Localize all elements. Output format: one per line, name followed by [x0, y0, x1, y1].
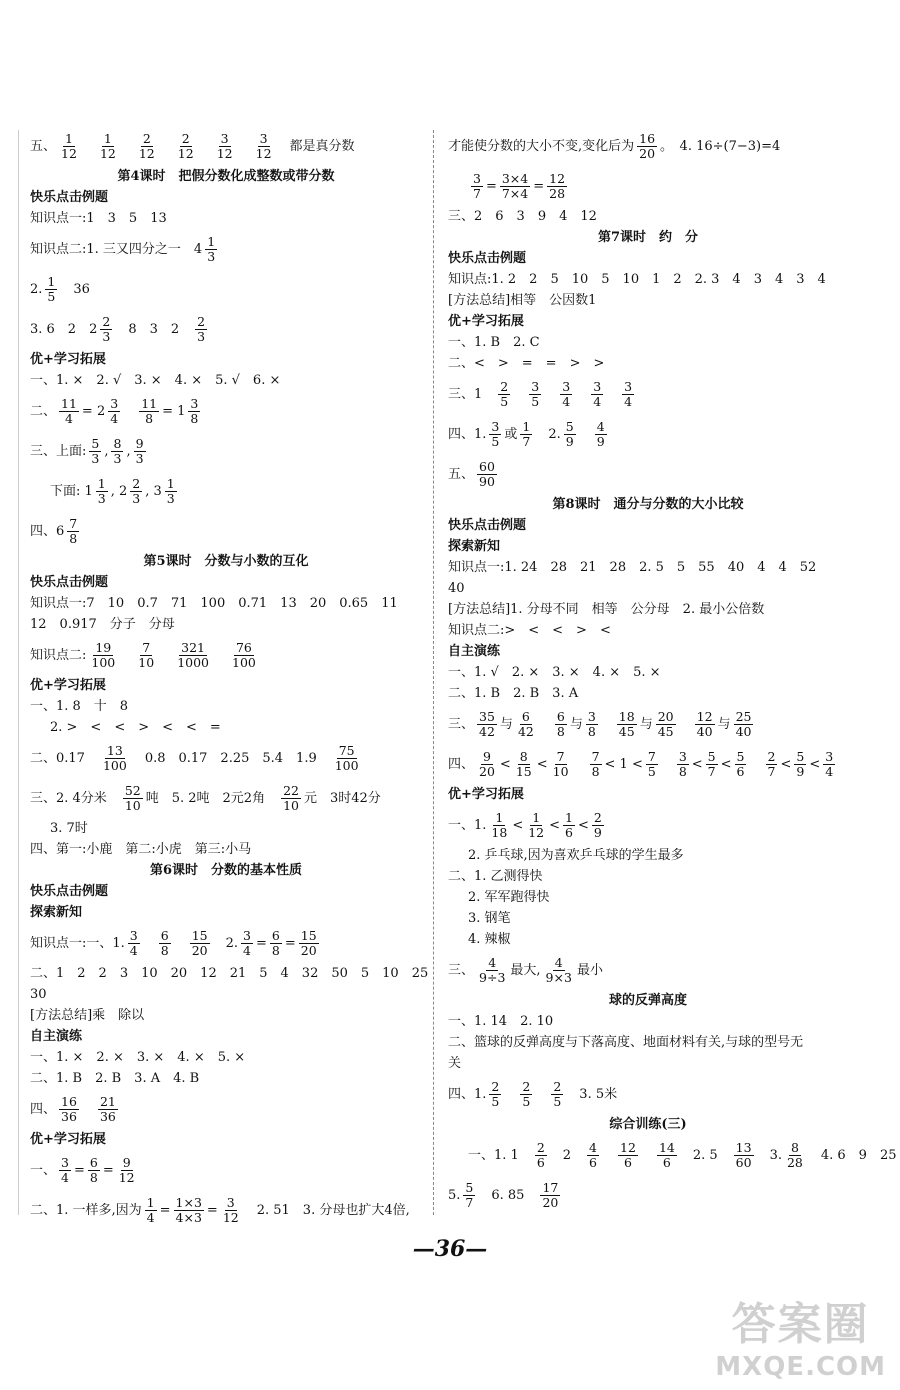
fraction: $\frac{321}{1000}$: [177, 639, 209, 670]
fraction: $\frac{13}{60}$: [735, 1139, 752, 1170]
fraction: $\frac{6}{8}$: [89, 1154, 98, 1185]
left-line: 第5课时 分数与小数的互化: [143, 554, 309, 569]
fraction: $\frac{14}{6}$: [658, 1139, 675, 1170]
fraction: $\frac{3}{4}$: [825, 748, 834, 779]
left-line: 优+学习拓展: [30, 678, 106, 693]
fraction: $\frac{1}{12}$: [61, 130, 77, 161]
right-line: 4. 辣椒: [468, 932, 511, 947]
right-line: 一、1. B 2. C: [448, 335, 540, 350]
fraction: $\frac{3}{4}$: [61, 1154, 69, 1185]
left-line: 3. 7时: [50, 821, 88, 836]
right-line: 优+学习拓展: [448, 314, 524, 329]
fraction: $\frac{3}{4}$: [110, 395, 119, 426]
fraction: $\frac{3\times 4}{7\times 4}$: [501, 170, 529, 201]
fraction: $\frac{3}{4}$: [624, 378, 633, 409]
fraction: $\frac{5}{3}$: [91, 435, 100, 466]
fraction: $\frac{12}{40}$: [696, 708, 713, 739]
fraction: $\frac{5}{9}$: [796, 748, 805, 779]
fraction: $\frac{13}{100}$: [102, 742, 127, 773]
left-line: 优+学习拓展: [30, 352, 106, 367]
right-line: 五、 $\frac{60}{90}$: [448, 458, 495, 489]
fraction: $\frac{2}{3}$: [197, 313, 206, 344]
fraction: $\frac{4}{9}$: [596, 418, 605, 449]
fraction: $\frac{11}{4}$: [61, 395, 77, 426]
fraction: $\frac{3}{12}$: [255, 130, 272, 161]
fraction: $\frac{11}{8}$: [141, 395, 158, 426]
fraction: $\frac{9}{3}$: [135, 435, 144, 466]
right-line: 5. $\frac{5}{7}$ 6. 85 $\frac{17}{20}$: [448, 1179, 559, 1210]
fraction: $\frac{7}{8}$: [69, 515, 78, 546]
fraction: $\frac{1}{7}$: [522, 418, 531, 449]
fraction: $\frac{2}{5}$: [522, 1078, 531, 1109]
left-line: 一、 $\frac{3}{4}$ = $\frac{6}{8}$ = $\frac{9}{12}$: [30, 1154, 135, 1185]
right-line: 40: [448, 581, 465, 596]
fraction: $\frac{22}{10}$: [283, 782, 299, 813]
left-line: 知识点一:7 10 0.7 71 100 0.71 13 20 0.65 11: [30, 596, 398, 611]
fraction: $\frac{52}{10}$: [124, 782, 141, 813]
fraction: $\frac{7}{5}$: [647, 748, 656, 779]
fraction: $\frac{1}{6}$: [565, 809, 573, 840]
right-line: 一、1. 14 2. 10: [448, 1014, 554, 1029]
left-line: 3. 6 2 2 $\frac{2}{3}$ 8 3 2 $\frac{2}{3}$: [30, 313, 206, 344]
left-line: 12 0.917 分子 分母: [30, 617, 175, 632]
fraction: $\frac{2}{5}$: [500, 378, 509, 409]
right-line: 二、< > = = > >: [448, 356, 605, 371]
fraction: $\frac{3}{12}$: [222, 1194, 239, 1225]
right-line: [方法总结]1. 分母不同 相等 公分母 2. 最小公倍数: [448, 602, 765, 617]
right-line: 优+学习拓展: [448, 787, 524, 802]
left-line: 快乐点击例题: [30, 575, 109, 590]
left-line: 四、6 $\frac{7}{8}$: [30, 515, 78, 546]
watermark-logo-text: 答案圈: [731, 1299, 870, 1350]
fraction: $\frac{3}{4}$: [243, 927, 251, 958]
right-line: 三、 $\frac{4}{9\div 3}$ 最大, $\frac{4}{9\times 3}$ 最小: [448, 954, 603, 985]
fraction: $\frac{2}{12}$: [138, 130, 155, 161]
fraction: $\frac{16}{36}$: [61, 1093, 77, 1124]
left-line: 二、 $\frac{11}{4}$ = 2 $\frac{3}{4}$ $\frac{11}{8}$ = 1 $\frac{3}{8}$: [30, 395, 199, 426]
left-line: 四、第一:小鹿 第二:小虎 第三:小马: [30, 842, 252, 857]
left-line: 下面: 1 $\frac{1}{3}$ , 2 $\frac{2}{3}$ , 3 $\frac{1}{3}$: [50, 475, 175, 506]
fraction: $\frac{2}{5}$: [553, 1078, 562, 1109]
fraction: $\frac{17}{20}$: [542, 1179, 559, 1210]
fraction: $\frac{3}{8}$: [678, 748, 687, 779]
fraction: $\frac{1}{4}$: [146, 1194, 155, 1225]
left-column: [30, 126, 429, 1230]
left-line: 二、1. B 2. B 3. A 4. B: [30, 1071, 200, 1086]
right-line: 知识点二:> < < > <: [448, 623, 611, 638]
fraction: $\frac{3}{4}$: [593, 378, 602, 409]
right-line: 2. 军军跑得快: [468, 890, 550, 905]
fraction: $\frac{6}{8}$: [160, 927, 169, 958]
fraction: $\frac{8}{28}$: [786, 1139, 803, 1170]
fraction: $\frac{2}{7}$: [767, 748, 776, 779]
fraction: $\frac{1}{12}$: [528, 809, 545, 840]
left-line: 快乐点击例题: [30, 190, 109, 205]
right-line: 三、1 $\frac{2}{5}$ $\frac{3}{5}$ $\frac{3}{4}$ $\frac{3}{4}$ $\frac{3}{4}$: [448, 378, 633, 409]
right-line: 三、2 6 3 9 4 12: [448, 209, 597, 224]
fraction: $\frac{5}{7}$: [465, 1179, 474, 1210]
fraction: $\frac{6}{8}$: [556, 708, 565, 739]
left-line: 一、1. 8 十 8: [30, 699, 129, 714]
right-line: 四、1. $\frac{3}{5}$ 或 $\frac{1}{7}$ 2. $\frac{5}{9}$ $\frac{4}{9}$: [448, 418, 605, 449]
fraction: $\frac{9}{20}$: [479, 748, 495, 779]
right-line: 四、1. $\frac{2}{5}$ $\frac{2}{5}$ $\frac{2}{5}$ 3. 5米: [448, 1078, 618, 1109]
fraction: $\frac{15}{20}$: [300, 927, 317, 958]
right-line: 四、 $\frac{9}{20}$ < $\frac{8}{15}$ < $\frac{7}{10}$ $\frac{7}{8}$ < 1 < $\frac{7}{5}$ $\frac{3}{8}$ < $\frac{5}{7}$ < $\frac{5}{6}$ $\frac{2}{7}$ < $\frac{5}{9}$ < $\frac{3}{4}$: [448, 748, 834, 779]
left-line: 一、1. × 2. √ 3. × 4. × 5. √ 6. ×: [30, 373, 281, 388]
fraction: $\frac{3}{5}$: [491, 418, 500, 449]
fraction: $\frac{1}{5}$: [47, 273, 56, 304]
right-line: 知识点:1. 2 2 5 10 5 10 1 2 2. 3 4 3 4 3 4: [448, 272, 826, 287]
fraction: $\frac{5}{7}$: [707, 748, 716, 779]
left-line: 2. $\frac{1}{5}$ 36: [30, 273, 90, 304]
fraction: $\frac{20}{45}$: [657, 708, 674, 739]
fraction: $\frac{12}{28}$: [549, 170, 566, 201]
fraction: $\frac{3}{8}$: [587, 708, 596, 739]
fraction: $\frac{7}{8}$: [591, 748, 600, 779]
page-number: —36—: [412, 1236, 488, 1262]
left-line: 知识点一:1 3 5 13: [30, 211, 167, 226]
left-line: 三、2. 4分米 $\frac{52}{10}$ 吨 5. 2吨 2元2角 $\frac{22}{10}$ 元 3时42分: [30, 782, 381, 813]
fraction: $\frac{3}{7}$: [473, 170, 481, 201]
right-line: [方法总结]相等 公因数1: [448, 293, 597, 308]
fraction: $\frac{1\times 3}{4\times 3}$: [175, 1194, 202, 1225]
right-line: 球的反弹高度: [608, 993, 687, 1008]
fraction: $\frac{8}{3}$: [113, 435, 122, 466]
right-line: 二、1. B 2. B 3. A: [448, 686, 579, 701]
left-line: 知识点一:一、1. $\frac{3}{4}$ $\frac{6}{8}$ $\frac{15}{20}$ 2. $\frac{3}{4}$ = $\frac{6}{8}$ = $\frac{15}{20}$: [30, 927, 317, 958]
right-line: 自主演练: [448, 644, 501, 659]
left-line: 知识点二: $\frac{19}{100}$ $\frac{7}{10}$ $\frac{321}{1000}$ $\frac{76}{100}$: [30, 639, 256, 670]
left-line: 二、0.17 $\frac{13}{100}$ 0.8 0.17 2.25 5.4 1.9 $\frac{75}{100}$: [30, 742, 359, 773]
left-line: 三、上面: $\frac{5}{3}$ , $\frac{8}{3}$ , $\frac{9}{3}$: [30, 435, 144, 466]
right-line: 一、1. 1 $\frac{2}{6}$ 2 $\frac{4}{6}$ $\frac{12}{6}$ $\frac{14}{6}$ 2. 5 $\frac{13}{60}$ 3. $\frac{8}{28}$ 4. 6 9 25: [468, 1139, 897, 1170]
fraction: $\frac{2}{3}$: [132, 475, 141, 506]
right-line: 探索新知: [448, 539, 501, 554]
fraction: $\frac{6}{8}$: [271, 927, 280, 958]
fraction: $\frac{5}{9}$: [565, 418, 574, 449]
right-line: 第8课时 通分与分数的大小比较: [552, 497, 744, 512]
right-line: 才能使分数的大小不变,变化后为 $\frac{16}{20}$ 。 4. 16÷(7−3)=4: [448, 130, 781, 161]
fraction: $\frac{1}{18}$: [491, 809, 508, 840]
left-line: 一、1. × 2. × 3. × 4. × 5. ×: [30, 1050, 246, 1065]
left-line: 第4课时 把假分数化成整数或带分数: [117, 169, 335, 184]
fraction: $\frac{7}{10}$: [138, 639, 155, 670]
fraction: $\frac{19}{100}$: [91, 639, 116, 670]
left-line: [方法总结]乘 除以: [30, 1008, 145, 1023]
right-column: [448, 126, 897, 1215]
column-divider: [433, 130, 434, 1215]
fraction: $\frac{3}{4}$: [562, 378, 571, 409]
left-line: 自主演练: [30, 1029, 83, 1044]
right-line: 关: [448, 1056, 462, 1071]
left-line: 二、1. 一样多,因为 $\frac{1}{4}$ = $\frac{1\times 3}{4\times 3}$ = $\frac{3}{12}$ 2. 51 3. 分母也扩大4倍,: [30, 1194, 410, 1225]
right-line: 2. 乒乓球,因为喜欢乒乓球的学生最多: [468, 848, 684, 863]
fraction: $\frac{2}{9}$: [593, 809, 602, 840]
fraction: $\frac{76}{100}$: [232, 639, 256, 670]
left-line: 快乐点击例题: [30, 884, 109, 899]
fraction: $\frac{18}{45}$: [618, 708, 635, 739]
fraction: $\frac{3}{4}$: [129, 927, 138, 958]
fraction: $\frac{16}{20}$: [639, 130, 656, 161]
fraction: $\frac{1}{3}$: [207, 233, 216, 264]
left-line: 二、1 2 2 3 10 20 12 21 5 4 32 50 5 10 25: [30, 966, 429, 981]
left-line: 知识点二:1. 三又四分之一 4 $\frac{1}{3}$: [30, 233, 216, 264]
fraction: $\frac{5}{6}$: [736, 748, 745, 779]
fraction: $\frac{4}{9\div 3}$: [479, 954, 506, 985]
fraction: $\frac{2}{6}$: [536, 1139, 545, 1170]
right-line: 一、1. √ 2. × 3. × 4. × 5. ×: [448, 665, 661, 680]
right-line: 3. 钢笔: [468, 911, 511, 926]
fraction: $\frac{12}{6}$: [620, 1139, 636, 1170]
fraction: $\frac{25}{40}$: [735, 708, 752, 739]
watermark-url: MXQE.COM: [715, 1352, 886, 1382]
fraction: $\frac{3}{5}$: [531, 378, 540, 409]
fraction: $\frac{60}{90}$: [479, 458, 495, 489]
fraction: $\frac{7}{10}$: [552, 748, 569, 779]
left-line: 五、 $\frac{1}{12}$ $\frac{1}{12}$ $\frac{2}{12}$ $\frac{2}{12}$ $\frac{3}{12}$ $\frac{3}{12}$ 都是真分数: [30, 130, 355, 161]
left-line: 四、 $\frac{16}{36}$ $\frac{21}{36}$: [30, 1093, 116, 1124]
fraction: $\frac{8}{15}$: [515, 748, 532, 779]
fraction: $\frac{6}{42}$: [517, 708, 534, 739]
right-line: 三、 $\frac{35}{42}$ 与 $\frac{6}{42}$ $\frac{6}{8}$ 与 $\frac{3}{8}$ $\frac{18}{45}$ 与 $\frac{20}{45}$ $\frac{12}{40}$ 与 $\frac{25}{40}$: [448, 708, 752, 739]
fraction: $\frac{1}{3}$: [166, 475, 175, 506]
fraction: $\frac{1}{3}$: [97, 475, 106, 506]
fraction: $\frac{75}{100}$: [334, 742, 359, 773]
fraction: $\frac{2}{12}$: [177, 130, 194, 161]
fraction: $\frac{1}{12}$: [99, 130, 116, 161]
left-line: 2. > < < > < < =: [50, 720, 221, 735]
right-line: 一、1. $\frac{1}{18}$ < $\frac{1}{12}$ < $\frac{1}{6}$ < $\frac{2}{9}$: [448, 809, 602, 840]
fraction: $\frac{2}{3}$: [102, 313, 111, 344]
right-line: 二、篮球的反弹高度与下落高度、地面材料有关,与球的型号无: [448, 1035, 804, 1050]
fraction: $\frac{2}{5}$: [491, 1078, 500, 1109]
fraction: $\frac{15}{20}$: [191, 927, 208, 958]
fraction: $\frac{9}{12}$: [118, 1154, 135, 1185]
right-line: 第7课时 约 分: [597, 230, 699, 245]
watermark: [715, 1288, 886, 1382]
left-line: 优+学习拓展: [30, 1132, 106, 1147]
fraction: $\frac{3}{12}$: [216, 130, 233, 161]
left-line: 探索新知: [30, 905, 83, 920]
fraction: $\frac{35}{42}$: [479, 708, 495, 739]
fraction: $\frac{4}{9\times 3}$: [545, 954, 572, 985]
left-margin-rule: [18, 130, 19, 1215]
right-line: 综合训练(三): [609, 1117, 687, 1132]
fraction: $\frac{4}{6}$: [589, 1139, 597, 1170]
fraction: $\frac{3}{8}$: [190, 395, 199, 426]
right-line: 快乐点击例题: [448, 251, 527, 266]
right-line: 快乐点击例题: [448, 518, 527, 533]
right-line: 知识点一:1. 24 28 21 28 2. 5 5 55 40 4 4 52: [448, 560, 817, 575]
right-line: $\frac{3}{7}$ = $\frac{3\times 4}{7\times 4}$ = $\frac{12}{28}$: [473, 170, 566, 201]
fraction: $\frac{21}{36}$: [99, 1093, 116, 1124]
right-line: 二、1. 乙测得快: [448, 869, 543, 884]
left-line: 30: [30, 987, 47, 1002]
left-line: 第6课时 分数的基本性质: [149, 863, 303, 878]
